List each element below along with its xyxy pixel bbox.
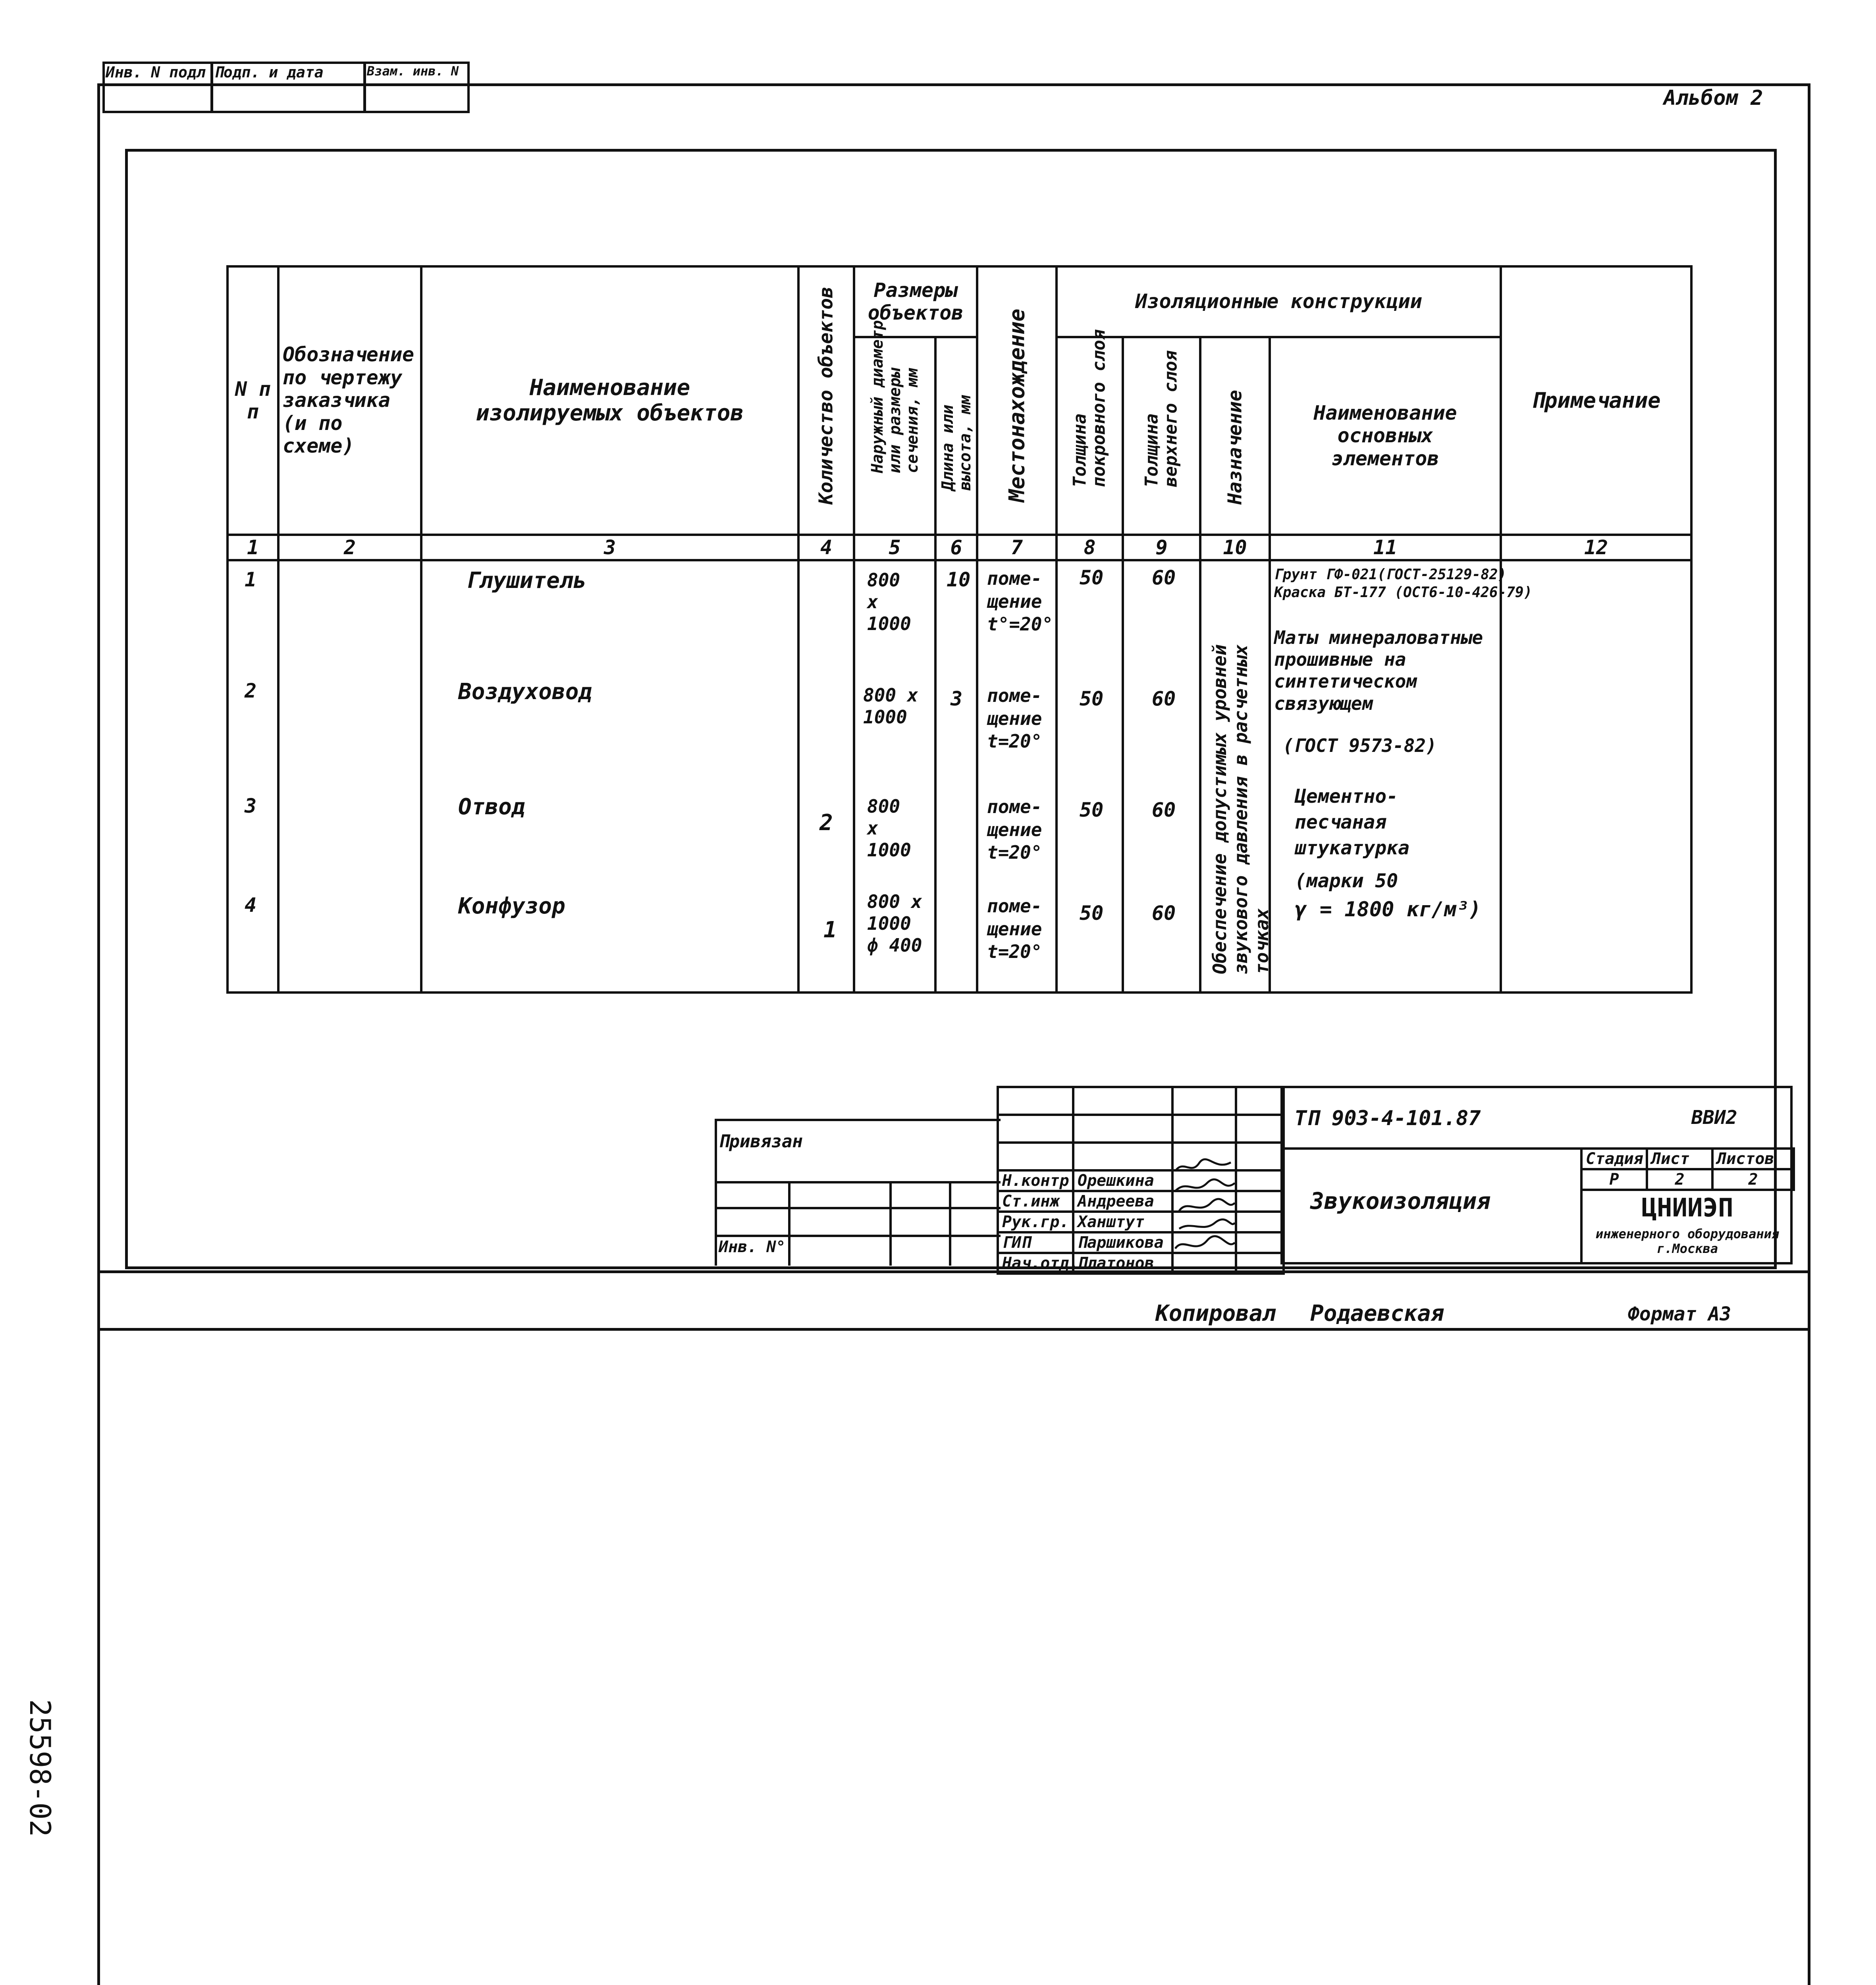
copied-label: Копировал — [1155, 1301, 1276, 1326]
row-2-size: 800 x 1000 — [863, 684, 918, 728]
header-location: Местонахождение — [977, 266, 1057, 535]
header-thickness-cover: Толщина покровного слоя — [1057, 337, 1123, 535]
signer-3: Ханштут — [1073, 1212, 1172, 1232]
format-label: Формат А3 — [1628, 1303, 1731, 1325]
stage-value: Р — [1581, 1169, 1647, 1190]
header-outer-diameter: Наружный диаметр или размеры сечения, мм — [854, 337, 935, 535]
sheet-divider — [97, 1328, 1810, 1331]
row-4-size: 800 x 1000 ф 400 — [867, 891, 922, 956]
row-4-loc: поме- щение t=20° — [987, 895, 1042, 962]
header-length: Длина или высота, мм — [935, 337, 977, 535]
privyazan-label: Привязан — [719, 1131, 803, 1152]
table-body-row — [228, 560, 1691, 992]
role-1: Н.контр — [998, 1170, 1073, 1191]
sheet-label: Лист — [1647, 1149, 1712, 1169]
row-2-t2: 60 — [1152, 687, 1176, 710]
elements-plaster: Цементно- песчаная штукатурка — [1295, 785, 1409, 859]
role-5: Нач.отд. — [998, 1253, 1073, 1274]
purpose-text: Обеспечение допустимых уровней звукового давления в расчетных точках — [1209, 644, 1273, 974]
elements-line1: Грунт ГФ-021(ГОСТ-25129-82) — [1274, 567, 1507, 583]
signer-4: Паршикова — [1073, 1232, 1172, 1253]
row-2-t1: 50 — [1080, 687, 1104, 710]
row-3-qty: 2 — [819, 810, 833, 836]
elements-line2: Краска БТ-177 (ОСТ6-10-426-79) — [1274, 584, 1533, 601]
stamp-vzam-inv: Взам. инв. N — [367, 64, 459, 79]
sheets-value: 2 — [1712, 1169, 1794, 1190]
row-3-n: 3 — [245, 794, 257, 817]
row-1-t2: 60 — [1152, 566, 1176, 589]
row-3-name: Отвод — [458, 794, 525, 820]
stamp-podp-data: Подп. и дата — [214, 64, 324, 81]
row-2-loc: поме- щение t=20° — [987, 685, 1042, 752]
row-4-name: Конфузор — [458, 893, 565, 919]
sheet-code: ВВИ2 — [1691, 1106, 1737, 1129]
column-numbers-row: 1 2 3 4 5 6 7 8 9 10 11 12 — [228, 535, 1691, 560]
stage-label: Стадия — [1581, 1149, 1647, 1169]
row-3-t2: 60 — [1152, 798, 1176, 821]
row-4-t1: 50 — [1080, 902, 1104, 925]
row-3-loc: поме- щение t=20° — [987, 796, 1042, 863]
signer-1: Орешкина — [1073, 1170, 1172, 1191]
stamp-inv-podl: Инв. N подл — [106, 64, 206, 81]
role-3: Рук.гр. — [998, 1212, 1073, 1232]
org-name: ЦНИИЭП — [1641, 1193, 1733, 1223]
row-3-size: 800 x 1000 — [867, 796, 911, 861]
row-1-t1: 50 — [1080, 566, 1104, 589]
header-designation: Обозначение по чертежу заказчика (и по схеме) — [278, 266, 421, 535]
header-sizes-group: Размеры объектов — [854, 266, 977, 337]
header-note: Примечание — [1501, 266, 1691, 535]
row-1-loc: поме- щение t°=20° — [987, 568, 1053, 635]
row-2-name: Воздуховод — [458, 679, 592, 705]
album-label: Альбом 2 — [1664, 86, 1763, 110]
row-3-t1: 50 — [1080, 798, 1104, 821]
elements-mats-gost: (ГОСТ 9573-82) — [1283, 735, 1437, 756]
row-1-name: Глушитель — [466, 568, 587, 594]
header-purpose: Назначение — [1200, 337, 1270, 535]
row-2-n: 2 — [245, 679, 257, 702]
row-4-t2: 60 — [1152, 902, 1176, 925]
header-npp: N п п — [228, 266, 278, 535]
sheet-title: Звукоизоляция — [1310, 1187, 1490, 1214]
row-1-len: 10 — [947, 568, 971, 591]
signatures — [1171, 1155, 1239, 1266]
copier-name: Родаевская — [1310, 1301, 1444, 1326]
elements-plaster-mark: (марки 50 — [1295, 870, 1398, 892]
sheet-value: 2 — [1647, 1169, 1712, 1190]
elements-mats: Маты минераловатные прошивные на синтетическом связующем — [1274, 627, 1483, 714]
signer-5: Платонов — [1073, 1253, 1172, 1274]
specification-table — [226, 265, 1693, 994]
role-4: ГИП — [998, 1232, 1073, 1253]
row-1-n: 1 — [245, 568, 257, 591]
signer-2: Андреева — [1073, 1191, 1172, 1212]
header-elements: Наименование основных элементов — [1270, 337, 1501, 535]
row-4-qty: 1 — [823, 917, 837, 943]
row-2-len: 3 — [951, 687, 963, 710]
elements-plaster-density: γ = 1800 кг/м³) — [1295, 898, 1481, 921]
inv-no-label: Инв. N° — [719, 1238, 786, 1256]
sheets-label: Листов — [1712, 1149, 1794, 1169]
role-2: Ст.инж — [998, 1191, 1073, 1212]
signature-table — [997, 1086, 1285, 1275]
row-4-n: 4 — [245, 894, 257, 917]
org-sub: инженерного оборудования г.Москва — [1595, 1226, 1780, 1256]
header-quantity: Количество объектов — [798, 266, 854, 535]
header-name: Наименование изолируемых объектов — [421, 266, 798, 535]
doc-code: ТП 903-4-101.87 — [1294, 1106, 1481, 1130]
stage-table — [1580, 1147, 1795, 1191]
bottom-frame-line — [97, 1270, 1810, 1273]
header-thickness-top: Толщина верхнего слоя — [1123, 337, 1200, 535]
header-insulation-group: Изоляционные конструкции — [1057, 266, 1501, 337]
side-document-number: 25598-02 — [23, 1699, 57, 1837]
row-1-size: 800 x 1000 — [867, 569, 911, 635]
